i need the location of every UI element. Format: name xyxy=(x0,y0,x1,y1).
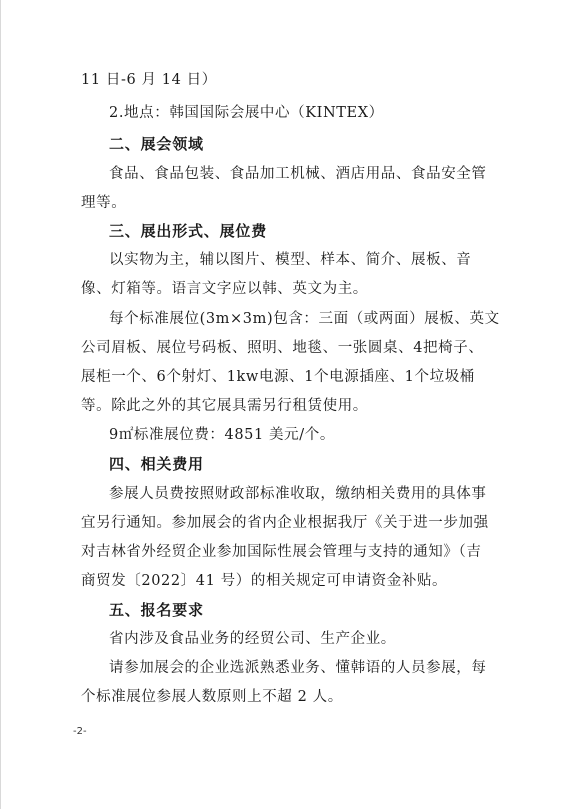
text-line: 省内涉及食品业务的经贸公司、生产企业。 xyxy=(109,631,396,647)
text-line: 每个标准展位(3m×3m)包含：三面（或两面）展板、英文 xyxy=(109,311,500,327)
text-line: 食品、食品包装、食品加工机械、酒店用品、食品安全管 xyxy=(109,166,487,182)
text-line-booth-fee: 9㎡标准展位费：4851 美元/个。 xyxy=(109,427,335,443)
section-heading-exhibition-format-fee: 三、展出形式、展位费 xyxy=(109,222,268,240)
text-line: 公司眉板、展位号码板、照明、地毯、一张圆桌、4把椅子、 xyxy=(81,340,484,356)
text-line: 像、灯箱等。语言文字应以韩、英文为主。 xyxy=(81,281,368,297)
text-line: 以实物为主，辅以图片、模型、样本、简介、展板、音 xyxy=(109,252,472,268)
text-line: 参展人员费按照财政部标准收取，缴纳相关费用的具体事 xyxy=(109,486,487,502)
section-heading-related-fees: 四、相关费用 xyxy=(109,455,204,473)
text-line: 宜另行通知。参加展会的省内企业根据我厅《关于进一步加强 xyxy=(81,515,489,531)
text-line: 理等。 xyxy=(81,195,127,211)
section-heading-exhibition-scope: 二、展会领域 xyxy=(109,135,204,153)
text-line: 展柜一个、6个射灯、1kw电源、1个电源插座、1个垃圾桶 xyxy=(81,369,475,385)
text-line: 个标准展位参展人数原则上不超 2 人。 xyxy=(81,689,343,705)
text-line: 等。除此之外的其它展具需另行租赁使用。 xyxy=(81,398,368,414)
text-line: 对吉林省外经贸企业参加国际性展会管理与支持的通知》（吉 xyxy=(81,544,482,560)
text-line: 11 日-6 月 14 日） xyxy=(81,72,217,88)
text-line: 请参加展会的企业选派熟悉业务、懂韩语的人员参展，每 xyxy=(109,660,487,676)
page-number: -2- xyxy=(73,726,87,737)
section-heading-registration-requirements: 五、报名要求 xyxy=(109,601,204,619)
text-line: 商贸发〔2022〕41 号）的相关规定可申请资金补贴。 xyxy=(81,573,448,589)
text-line-location: 2.地点：韩国国际会展中心（KINTEX） xyxy=(109,105,384,121)
